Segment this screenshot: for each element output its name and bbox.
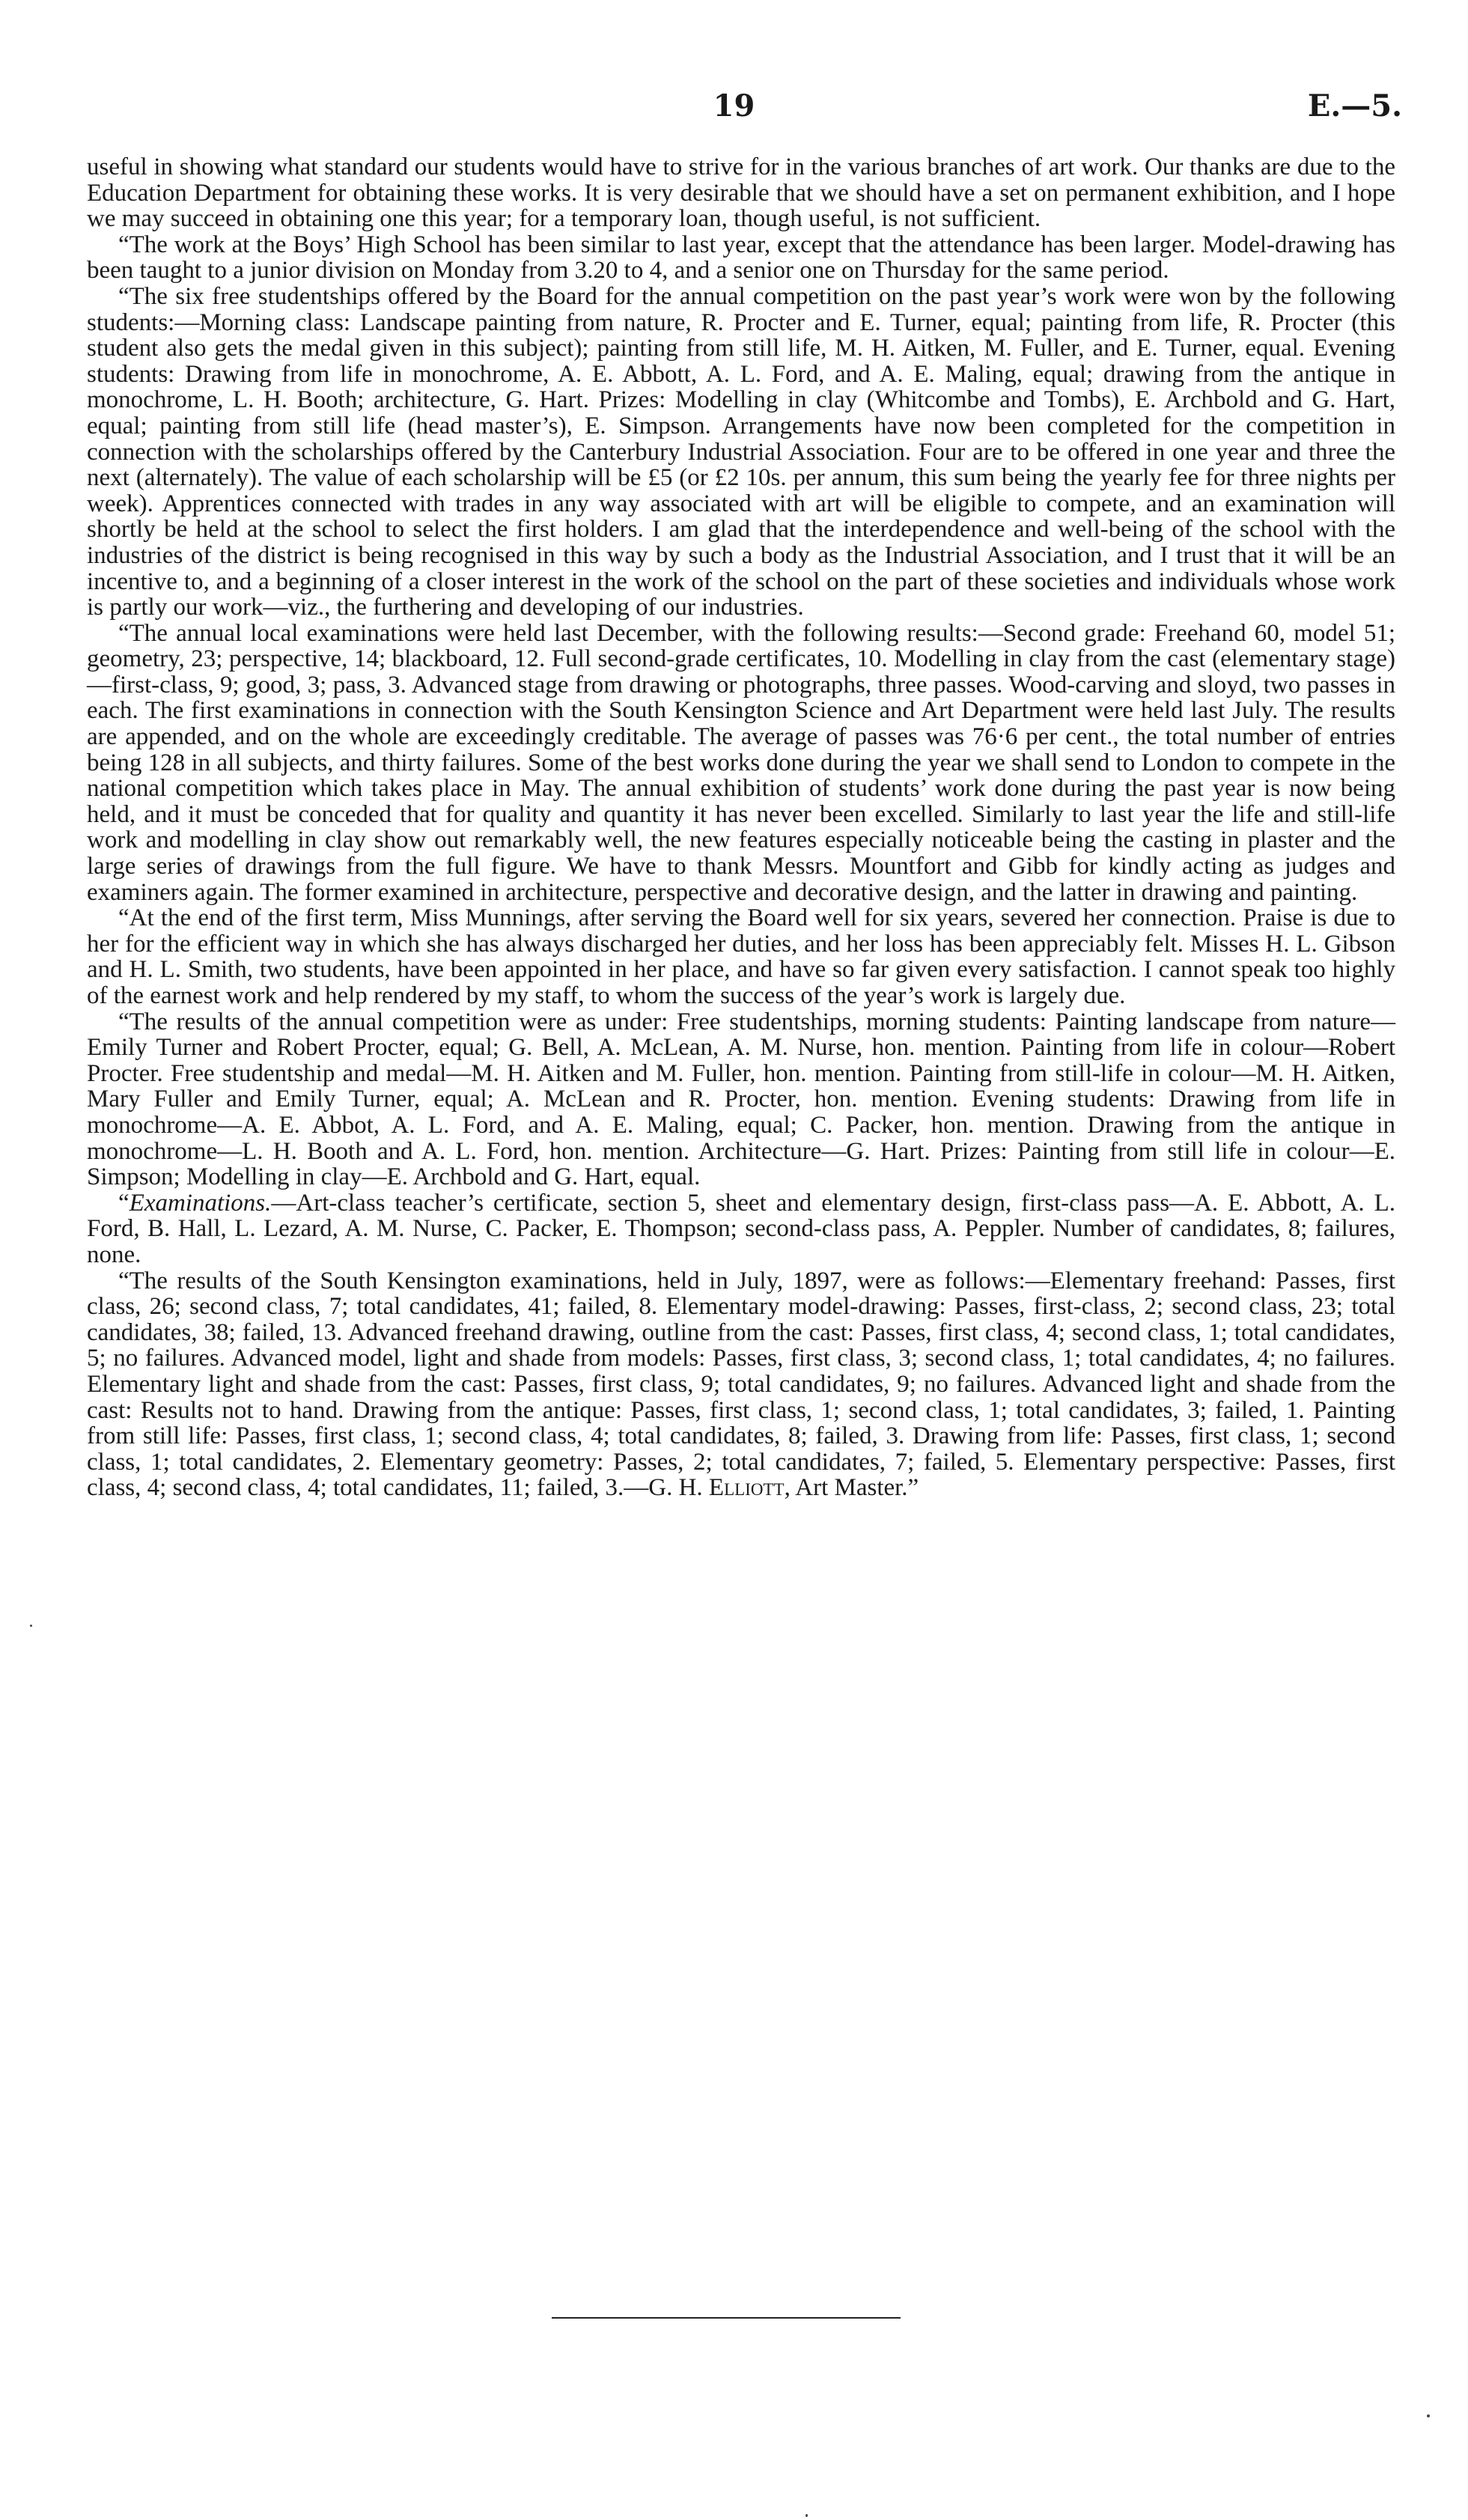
paragraph-local-examinations: “The annual local examinations were held last December, with the following results:—Second grade: Freehand 60, model 51; geometry, 23; perspective, 14; blackboard, 12. Full second-grade certificates, 10. Modelling in clay from the cast (elementary stage)—first-class, 9; good, 3; pass, 3. Advanced stage from drawing or photographs, three passes. Wood-carving and sloyd, two passes in each. The first examinations in connection with the South Kensington Science and Art Department were held last July. The results are appended, and on the whole are exceedingly creditable. The average of passes was 76·6 per cent., the total number of entries being 128 in all subjects, and thirty failures. Some of the best works done during the year we shall send to London to compete in the national competition which takes place in May. The annual exhibition of students’ work done during the past year is now being held, and it must be conceded that for quality and quantity it has never been excelled. Similarly to last year the life and still-life work and modelling in clay show out remarkably well, the new features especially noticeable being the casting in plaster and the large series of drawings from the full figure. We have to thank Messrs. Mountfort and Gibb for kindly acting as judges and examiners again. The former examined in architecture, perspective and decorative design, and the latter in drawing and painting.	[87, 619, 1395, 906]
paragraph-boys-high-school: “The work at the Boys’ High School has been similar to last year, except that the attendance has been larger. Model-drawing has been taught to a junior division on Monday from 3.20 to 4, and a senior one on Thursday for the same period.	[87, 231, 1395, 284]
closing-rule	[552, 2317, 901, 2319]
page-number: 19	[713, 88, 755, 124]
paragraph-continuation: useful in showing what standard our students would have to strive for in the various branches of art work. Our thanks are due to the Education Department for obtaining these works. It is very desirable that we should have a set on permanent exhibition, and I hope we may succeed in obtaining one this year; for a temporary loan, though useful, is not sufficient.	[87, 153, 1395, 233]
paragraph-competition-results: “The results of the annual competition were as under: Free studentships, morning students: Painting landscape from nature—Emily Turner and Robert Procter, equal; G. Bell, A. McLean, A. M. Nurse, hon. mention. Painting from life in colour—Robert Procter. Free studentship and medal—M. H. Aitken and M. Fuller, hon. mention. Painting from still-life in colour—M. H. Aitken, Mary Fuller and Emily Turner, equal; A. McLean and R. Procter, hon. mention. Evening students: Drawing from life in monochrome—A. E. Abbot, A. L. Ford, and A. E. Maling, equal; C. Packer, hon. mention. Drawing from the antique in monochrome—L. H. Booth and A. L. Ford, hon. mention. Architecture—G. Hart. Prizes: Painting from still life in colour—E. Simpson; Modelling in clay—E. Archbold and G. Hart, equal.	[87, 1008, 1395, 1191]
paragraph-staff-changes: “At the end of the first term, Miss Munnings, after serving the Board well for six years, severed her connection. Praise is due to her for the efficient way in which she has always discharged her duties, and her loss has been appreciably felt. Misses H. L. Gibson and H. L. Smith, two students, have been appointed in her place, and have so far given every satisfaction. I cannot speak too highly of the earnest work and help rendered by my staff, to whom the success of the year’s work is largely due.	[87, 904, 1395, 1009]
paragraph-south-kensington-results	[87, 1268, 1395, 1501]
series-code: E.—5.	[1307, 88, 1402, 124]
signature-name: G. H. Elliott	[648, 1474, 785, 1502]
examinations-open-quote: “	[118, 1189, 130, 1217]
paragraph-examinations	[87, 1190, 1395, 1268]
paragraph-free-studentships: “The six free studentships offered by the Board for the annual competition on the past year’s work were won by the following students:—Morning class: Landscape painting from nature, R. Procter and E. Turner, equal; painting from life, R. Procter (this student also gets the medal given in this subject); painting from still life, M. H. Aitken, M. Fuller, and E. Turner, equal. Evening students: Drawing from life in monochrome, A. E. Abbott, A. L. Ford, and A. E. Maling, equal; drawing from the antique in monochrome, L. H. Booth; architecture, G. Hart. Prizes: Modelling in clay (Whitcombe and Tombs), E. Archbold and G. Hart, equal; painting from still life (head master’s), E. Simpson. Arrangements have now been completed for the competition in connection with the scholarships offered by the Canterbury Industrial Association. Four are to be offered in one year and three the next (alternately). The value of each scholarship will be £5 (or £2 10s. per annum, this sum being the yearly fee for three nights per week). Apprentices connected with trades in any way associated with art will be eligible to compete, and an examination will shortly be held at the school to select the first holders. I am glad that the interdependence and well-being of the school with the industries of the district is being recognised in this way by such a body as the Industrial Association, and I trust that it will be an incentive to, and a beginning of a closer interest in the work of the school on the part of these societies and individuals whose work is partly our work—viz., the furthering and developing of our industries.	[87, 282, 1395, 621]
south-kensington-text: “The results of the South Kensington examinations, held in July, 1897, were as follows:—Elementary freehand: Passes, first class, 26; second class, 7; total candidates, 41; failed, 8. Elementary model-drawing: Passes, first-class, 2; second class, 23; total candidates, 38; failed, 13. Advanced freehand drawing, outline from the cast: Passes, first class, 4; second class, 1; total candidates, 5; no failures. Advanced model, light and shade from models: Passes, first class, 3; second class, 1; total candidates, 4; no failures. Elementary light and shade from the cast: Passes, first class, 9; total candidates, 9; no failures. Advanced light and shade from the cast: Results not to hand. Drawing from the antique: Passes, first class, 1; second class, 1; total candidates, 3; failed, 1. Painting from still life: Passes, first class, 1; second class, 4; total candidates, 8; failed, 3. Drawing from life: Passes, first class, 1; second class, 1; total candidates, 2. Elementary geometry: Passes, 2; total candidates, 7; failed, 5. Elementary perspective: Passes, first class, 4; second class, 4; total candidates, 11; failed, 3.—	[87, 1267, 1395, 1502]
margin-speck	[1427, 2414, 1430, 2417]
page-header	[0, 84, 1468, 129]
body-text	[87, 154, 1395, 1501]
examinations-heading: Examinations.	[129, 1189, 272, 1217]
signature-title: , Art Master.”	[784, 1474, 919, 1502]
examinations-text: —Art-class teacher’s certificate, section 5, sheet and elementary design, first-class pass—A. E. Abbott, A. L. Ford, B. Hall, L. Lezard, A. M. Nurse, C. Packer, E. Thompson; second-class pass, A. Peppler. Number of candidates, 8; failures, none.	[87, 1189, 1395, 1268]
margin-speck	[30, 1625, 32, 1627]
margin-speck	[805, 2514, 808, 2517]
